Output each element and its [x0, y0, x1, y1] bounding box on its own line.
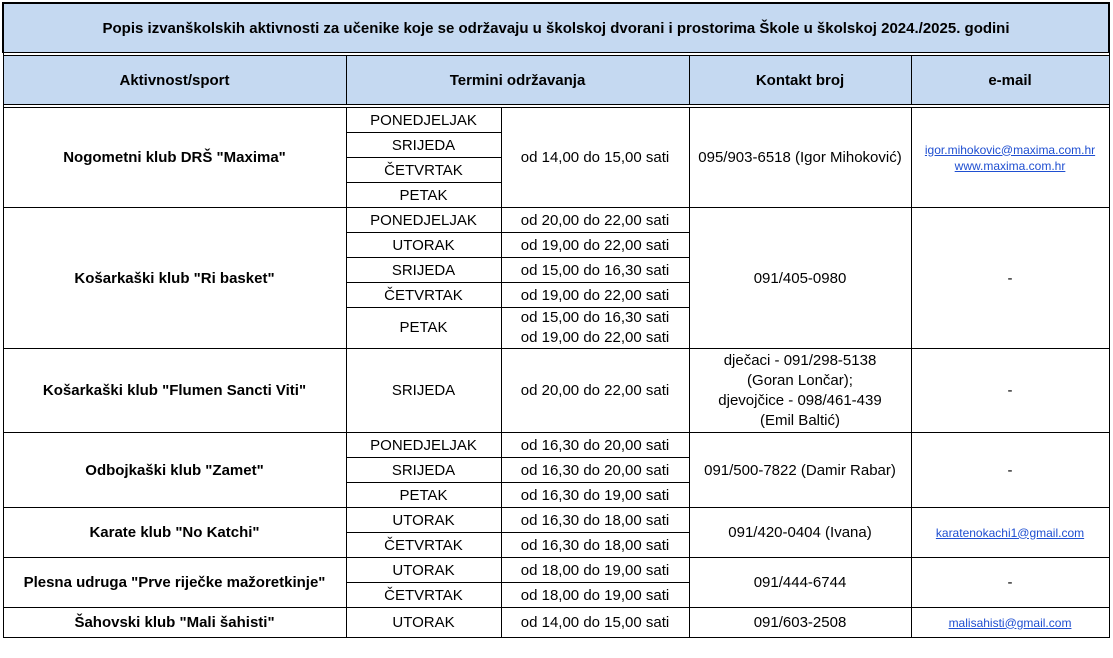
day-cell: UTORAK [346, 558, 501, 583]
contact-line: (Goran Lončar); [747, 371, 853, 389]
club-name: Košarkaški klub "Ri basket" [3, 208, 346, 349]
time-cell [501, 308, 689, 349]
club-name: Košarkaški klub "Flumen Sancti Viti" [3, 349, 346, 433]
time-cell: od 19,00 do 22,00 sati [501, 283, 689, 308]
email-link[interactable]: malisahisti@gmail.com [948, 615, 1072, 630]
day-cell: SRIJEDA [346, 258, 501, 283]
email-link[interactable]: karatenokachi1@gmail.com [935, 525, 1085, 540]
day-cell: PONEDJELJAK [346, 433, 501, 458]
contact-line: djevojčice - 098/461-439 [718, 391, 882, 409]
club-name: Plesna udruga "Prve riječke mažoretkinje" [3, 558, 346, 608]
header-activity: Aktivnost/sport [3, 56, 346, 105]
contact-cell [689, 349, 911, 433]
email-cell: - [911, 208, 1109, 349]
day-cell: SRIJEDA [346, 133, 501, 158]
time-cell: od 20,00 do 22,00 sati [501, 349, 689, 433]
contact-cell: 095/903-6518 (Igor Mihoković) [689, 108, 911, 208]
email-cell [911, 608, 1109, 638]
email-cell: - [911, 433, 1109, 508]
header-contact: Kontakt broj [689, 56, 911, 105]
time-cell: od 20,00 do 22,00 sati [501, 208, 689, 233]
time-cell: od 16,30 do 18,00 sati [501, 508, 689, 533]
email-cell: - [911, 558, 1109, 608]
contact-cell: 091/405-0980 [689, 208, 911, 349]
header-email: e-mail [911, 56, 1109, 105]
contact-cell: 091/603-2508 [689, 608, 911, 638]
time-cell: od 16,30 do 20,00 sati [501, 433, 689, 458]
header-schedule: Termini održavanja [346, 56, 689, 105]
email-cell [911, 508, 1109, 558]
club-name: Nogometni klub DRŠ "Maxima" [3, 108, 346, 208]
website-link[interactable]: www.maxima.com.hr [954, 158, 1066, 173]
day-cell: ČETVRTAK [346, 283, 501, 308]
club-name: Šahovski klub "Mali šahisti" [3, 608, 346, 638]
time-cell: od 18,00 do 19,00 sati [501, 583, 689, 608]
day-cell: PETAK [346, 183, 501, 208]
time-cell: od 16,30 do 20,00 sati [501, 458, 689, 483]
time-cell: od 16,30 do 18,00 sati [501, 533, 689, 558]
day-cell: PONEDJELJAK [346, 208, 501, 233]
day-cell: ČETVRTAK [346, 583, 501, 608]
time-line: od 19,00 do 22,00 sati [520, 329, 670, 346]
day-cell: UTORAK [346, 608, 501, 638]
day-cell: UTORAK [346, 508, 501, 533]
day-cell: SRIJEDA [346, 349, 501, 433]
time-cell: od 14,00 do 15,00 sati [501, 108, 689, 208]
time-cell: od 16,30 do 19,00 sati [501, 483, 689, 508]
time-line: od 15,00 do 16,30 sati [520, 309, 670, 326]
time-cell: od 19,00 do 22,00 sati [501, 233, 689, 258]
day-cell: PETAK [346, 483, 501, 508]
contact-line: dječaci - 091/298-5138 [723, 351, 877, 369]
time-cell: od 14,00 do 15,00 sati [501, 608, 689, 638]
contact-cell: 091/420-0404 (Ivana) [689, 508, 911, 558]
contact-line: (Emil Baltić) [759, 411, 840, 429]
day-cell: UTORAK [346, 233, 501, 258]
time-cell: od 18,00 do 19,00 sati [501, 558, 689, 583]
day-cell: SRIJEDA [346, 458, 501, 483]
day-cell: ČETVRTAK [346, 158, 501, 183]
contact-cell: 091/444-6744 [689, 558, 911, 608]
table-title: Popis izvanškolskih aktivnosti za učenike koje se održavaju u školskoj dvorani i prostorima Škole u školskoj 2024./2025. godini [3, 3, 1109, 53]
activities-table [2, 2, 1110, 638]
club-name: Karate klub "No Katchi" [3, 508, 346, 558]
day-cell: PONEDJELJAK [346, 108, 501, 133]
email-cell [911, 108, 1109, 208]
day-cell: ČETVRTAK [346, 533, 501, 558]
club-name: Odbojkaški klub "Zamet" [3, 433, 346, 508]
time-cell: od 15,00 do 16,30 sati [501, 258, 689, 283]
email-link[interactable]: igor.mihokovic@maxima.com.hr [924, 142, 1096, 157]
email-cell: - [911, 349, 1109, 433]
day-cell: PETAK [346, 308, 501, 349]
contact-cell: 091/500-7822 (Damir Rabar) [689, 433, 911, 508]
